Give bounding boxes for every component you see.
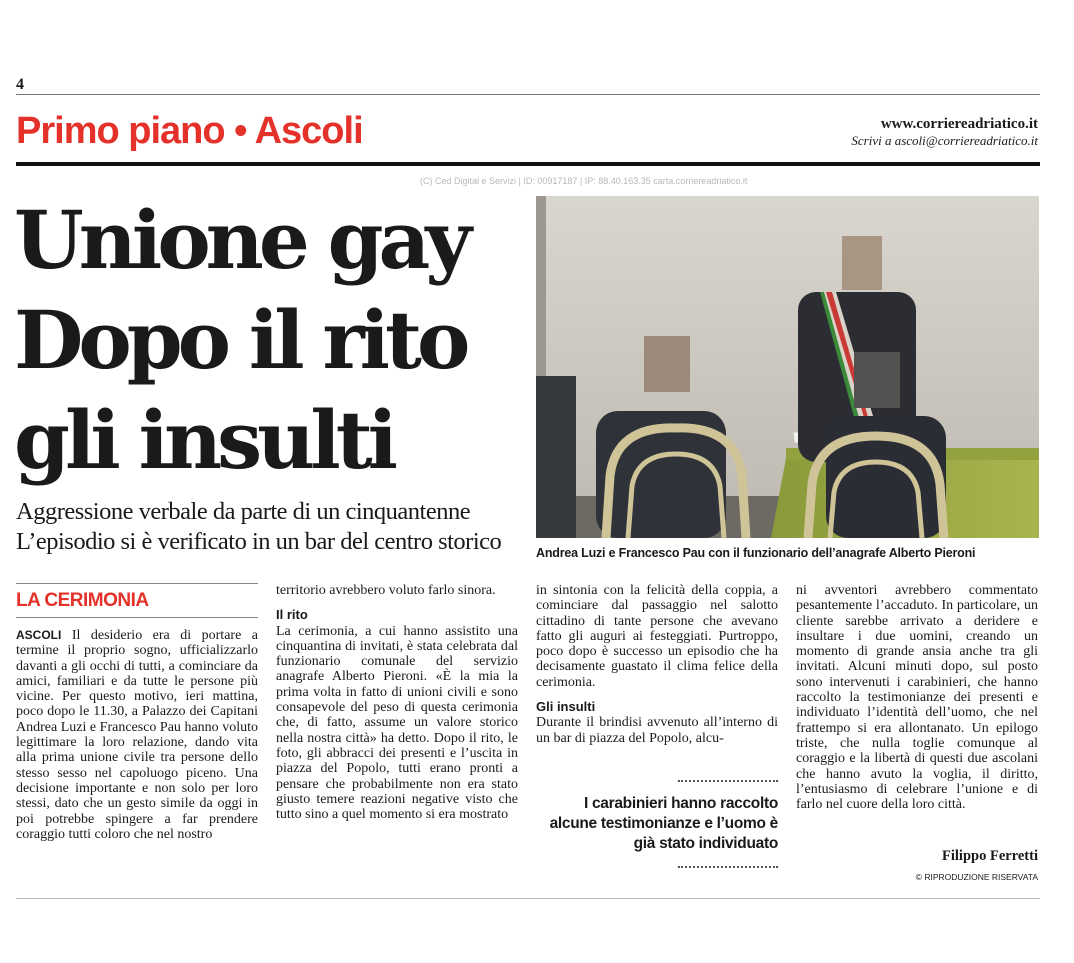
column-2-text-b: La cerimonia, a cui hanno assistito una cinquantina di invitati, è stata celebrata dal funzionario comunale del servizio anagrafe Alberto Pieroni. «È la mia la prima volta in fatto di unioni civili e sono consapevole del peso di questa cerimonia che, di fatto, assume un valore storico nella nostra città» ha detto. Dopo il rito, le foto, gli abbracci dei presenti e l’uscita in piazza del Popolo, tutti erano pronti a pensare che probabilmente non era stato giusto temere reazioni negative visto che tutto sino a quel momento si era mostrato <box>276 623 518 823</box>
ceremony-photo-illustration <box>536 196 1039 538</box>
subtitle-line-1: Aggressione verbale da parte di un cinquantenne <box>16 498 471 525</box>
section-title: Primo piano • Ascoli <box>16 110 363 152</box>
article-column-3 <box>536 583 778 746</box>
article-column-4 <box>796 583 1038 812</box>
column-2-text-a: territorio avrebbero voluto farlo sinora. <box>276 583 496 598</box>
subhead-insulti: Gli insulti <box>536 699 596 715</box>
photo-caption: Andrea Luzi e Francesco Pau con il funzionario dell’anagrafe Alberto Pieroni <box>536 546 976 560</box>
site-email[interactable]: Scrivi a ascoli@corriereadriatico.it <box>851 133 1038 148</box>
watermark: (C) Ced Digital e Servizi | ID: 00917187 | IP: 88.40.163.35 carta.corriereadriatico.it <box>420 176 748 186</box>
author-byline: Filippo Ferretti <box>942 848 1038 864</box>
kicker-rule-bottom <box>16 617 258 618</box>
pull-quote <box>536 780 778 868</box>
pull-quote-text: I carabinieri hanno raccolto alcune testimonianze e l’uomo è già stato individuato <box>549 795 778 852</box>
kicker: LA CERIMONIA <box>16 590 149 611</box>
ceremony-photo <box>536 196 1039 538</box>
headline-line-1: Unione gay <box>14 193 467 287</box>
column-1-text: Il desiderio era di portare a termine il proprio sogno, ufficializzarlo davanti a gli occhi di tutti, a cominciare da amici, familiari e da tutte le persone più vicine. Per questo motivo, ieri mattina, poco dopo le 11.30, a Palazzo dei Capitani Andrea Luzi e Francesco Pau hanno voluto legittimare la loro relazione, dando vita alla prima unione civile tra persone dello stesso sesso nel capoluogo piceno. Una decisione importante e non solo per loro stessi, dato che un gesto simile da oggi in poi potrebbe spingere a far prendere coraggio tutti coloro che nel nostro <box>16 628 258 842</box>
subhead-rito: Il rito <box>276 607 308 623</box>
column-3-text-a: in sintonia con la felicità della coppia, a cominciare dal passaggio nel salotto cittadino di tante persone che avevano fatto gli auguri ai festeggiati. Purtroppo, poco dopo è successo un episodio che ha decisamente guastato il clima felice della cerimonia. <box>536 583 778 690</box>
site-url[interactable]: www.corriereadriatico.it <box>880 116 1038 132</box>
kicker-rule-top <box>16 583 258 584</box>
subtitle-line-2: L’episodio si è verificato in un bar del centro storico <box>16 528 502 555</box>
copyright-notice: © RIPRODUZIONE RISERVATA <box>915 872 1038 882</box>
bottom-rule <box>16 898 1040 899</box>
headline-line-3: gli insulti <box>14 393 394 487</box>
top-rule <box>16 94 1040 95</box>
headline-line-2: Dopo il rito <box>14 293 466 387</box>
column-1-paragraph <box>16 628 258 842</box>
column-3-text-b: Durante il brindisi avvenuto all’interno di un bar di piazza del Popolo, alcu- <box>536 715 778 746</box>
quote-divider-bottom <box>678 866 778 868</box>
dateline: ASCOLI <box>16 628 62 642</box>
page-number: 4 <box>16 76 24 93</box>
quote-divider-top <box>678 780 778 782</box>
article-column-1 <box>16 628 258 842</box>
subtitle <box>16 497 536 557</box>
article-column-2 <box>276 583 518 822</box>
header-rule <box>16 162 1040 166</box>
column-4-text: ni avventori avrebbero commentato pesantemente l’accaduto. In particolare, un cliente sarebbe arrivato a deridere e insultare i due uomini, creando un momento di grande ansia anche tra gli invitati. Alcuni minuti dopo, sul posto sono intervenuti i carabinieri, che hanno raccolto la testimonianze dei presenti e individuato l’identità dell’uomo, che nel frattempo si era allontanato. Un epilogo triste, che nulla toglie comunque al coraggio e la libertà di questi due ascolani che hanno avuto la voglia, il diritto, l’entusiasmo di celebrare l’unione e di farlo nel cuore della loro città. <box>796 583 1038 813</box>
headline <box>14 190 524 490</box>
